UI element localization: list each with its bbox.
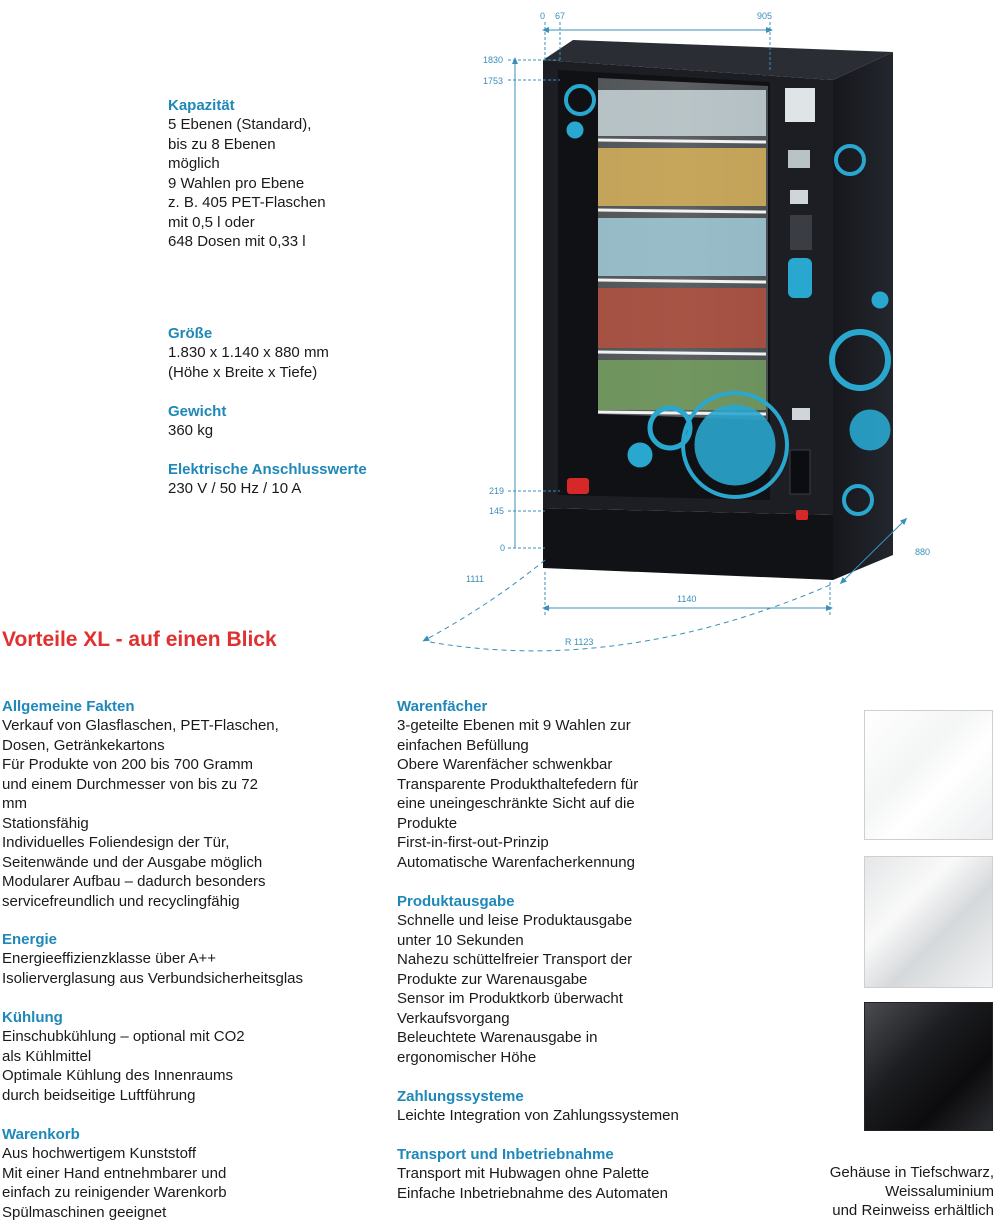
spec-line: 648 Dosen mit 0,33 l <box>168 232 428 252</box>
section-energy <box>2 930 382 988</box>
card-slot <box>790 190 808 204</box>
section-compartments <box>397 697 757 872</box>
spec-line: z. B. 405 PET-Flaschen <box>168 193 428 213</box>
dim-left-1830: 1830 <box>483 55 503 65</box>
caption-line: Gehäuse in Tiefschwarz, <box>830 1163 994 1182</box>
section-line: Beleuchtete Warenausgabe in <box>397 1028 757 1048</box>
brand-logo <box>567 478 589 494</box>
section-line: Obere Warenfächer schwenkbar <box>397 755 757 775</box>
section-line: Einschubkühlung – optional mit CO2 <box>2 1027 382 1047</box>
dim-left-1753: 1753 <box>483 76 503 86</box>
spec-line: 5 Ebenen (Standard), <box>168 115 428 135</box>
section-line: unter 10 Sekunden <box>397 931 757 951</box>
spec-weight-heading: Gewicht <box>168 402 428 421</box>
swatch-black <box>864 1002 993 1131</box>
section-line: Sensor im Produktkorb überwacht <box>397 989 757 1009</box>
section-heading: Energie <box>2 930 382 949</box>
section-line: Modularer Aufbau – dadurch besonders <box>2 872 382 892</box>
section-line: Optimale Kühlung des Innenraums <box>2 1066 382 1086</box>
section-line: mm <box>2 794 382 814</box>
section-heading: Warenkorb <box>2 1125 382 1144</box>
section-transport <box>397 1145 757 1203</box>
machine-side-panel <box>833 52 893 580</box>
section-heading: Transport und Inbetriebnahme <box>397 1145 757 1164</box>
section-line: Transparente Produkthaltefedern für <box>397 775 757 795</box>
spec-line: 230 V / 50 Hz / 10 A <box>168 479 428 499</box>
spec-line: 9 Wahlen pro Ebene <box>168 174 428 194</box>
dim-top-0: 0 <box>540 11 545 21</box>
section-line: Für Produkte von 200 bis 700 Gramm <box>2 755 382 775</box>
coin-display <box>788 150 810 168</box>
swatch-caption <box>830 1163 994 1220</box>
section-line: First-in-first-out-Prinzip <box>397 833 757 853</box>
caption-line: Weissaluminium <box>830 1182 994 1201</box>
section-line: eine uneingeschränkte Sicht auf die <box>397 794 757 814</box>
section-line: Verkaufsvorgang <box>397 1009 757 1029</box>
section-basket <box>2 1125 382 1222</box>
section-line: Dosen, Getränkekartons <box>2 736 382 756</box>
spec-line: möglich <box>168 154 428 174</box>
page-title: Vorteile XL - auf einen Blick <box>2 628 277 652</box>
section-line: Mit einer Hand entnehmbarer und <box>2 1164 382 1184</box>
section-line: Schnelle und leise Produktausgabe <box>397 911 757 931</box>
brand-logo-small <box>796 510 808 520</box>
section-dispensing <box>397 892 757 1067</box>
dim-diag-1111: 1111 <box>466 574 484 584</box>
section-line: Individuelles Foliendesign der Tür, <box>2 833 382 853</box>
coin-insert <box>788 258 812 298</box>
section-heading: Produktausgabe <box>397 892 757 911</box>
spec-line: 360 kg <box>168 421 428 441</box>
caption-line: und Reinweiss erhältlich <box>830 1201 994 1220</box>
section-line: Energieeffizienzklasse über A++ <box>2 949 382 969</box>
dim-left-0: 0 <box>500 543 505 553</box>
section-heading: Allgemeine Fakten <box>2 697 382 716</box>
section-general <box>2 697 382 911</box>
section-line: und einem Durchmesser von bis zu 72 <box>2 775 382 795</box>
spec-electric-heading: Elektrische Anschlusswerte <box>168 460 428 479</box>
dim-left-145: 145 <box>489 506 504 516</box>
spec-line: mit 0,5 l oder <box>168 213 428 233</box>
swatch-white <box>864 710 993 840</box>
section-payment <box>397 1087 757 1126</box>
coin-return <box>792 408 810 420</box>
section-line: Transport mit Hubwagen ohne Palette <box>397 1164 757 1184</box>
spec-line: (Höhe x Breite x Tiefe) <box>168 363 428 383</box>
section-heading: Zahlungssysteme <box>397 1087 757 1106</box>
section-line: Stationsfähig <box>2 814 382 834</box>
spec-line: 1.830 x 1.140 x 880 mm <box>168 343 428 363</box>
section-line: Produkte zur Warenausgabe <box>397 970 757 990</box>
dim-width-1140: 1140 <box>677 594 696 604</box>
section-line: einfach zu reinigender Warenkorb <box>2 1183 382 1203</box>
dim-depth-880: 880 <box>915 547 930 557</box>
section-line: Einfache Inbetriebnahme des Automaten <box>397 1184 757 1204</box>
section-line: Isolierverglasung aus Verbundsicherheitsglas <box>2 969 382 989</box>
section-line: als Kühlmittel <box>2 1047 382 1067</box>
swatch-aluminium <box>864 856 993 988</box>
display-screen <box>785 88 815 122</box>
dim-top-905: 905 <box>757 11 772 21</box>
dim-left-219: 219 <box>489 486 504 496</box>
section-line: Verkauf von Glasflaschen, PET-Flaschen, <box>2 716 382 736</box>
dim-radius: R 1123 <box>565 637 593 647</box>
section-line: Aus hochwertigem Kunststoff <box>2 1144 382 1164</box>
dim-top-67: 67 <box>555 11 565 21</box>
spec-capacity-heading: Kapazität <box>168 96 428 115</box>
spec-line: bis zu 8 Ebenen <box>168 135 428 155</box>
section-line: Automatische Warenfacherkennung <box>397 853 757 873</box>
section-line: Leichte Integration von Zahlungssystemen <box>397 1106 757 1126</box>
section-line: ergonomischer Höhe <box>397 1048 757 1068</box>
section-line: Nahezu schüttelfreier Transport der <box>397 950 757 970</box>
machine-base <box>543 508 833 580</box>
section-line: Spülmaschinen geeignet <box>2 1203 382 1222</box>
section-line: durch beidseitige Luftführung <box>2 1086 382 1106</box>
section-line: servicefreundlich und recyclingfähig <box>2 892 382 912</box>
section-line: Seitenwände und der Ausgabe möglich <box>2 853 382 873</box>
section-heading: Warenfächer <box>397 697 757 716</box>
section-line: Produkte <box>397 814 757 834</box>
spec-size-heading: Größe <box>168 324 428 343</box>
keypad <box>790 215 812 250</box>
section-cooling <box>2 1008 382 1105</box>
pickup-slot <box>790 450 810 494</box>
section-line: 3-geteilte Ebenen mit 9 Wahlen zur <box>397 716 757 736</box>
section-heading: Kühlung <box>2 1008 382 1027</box>
section-line: einfachen Befüllung <box>397 736 757 756</box>
